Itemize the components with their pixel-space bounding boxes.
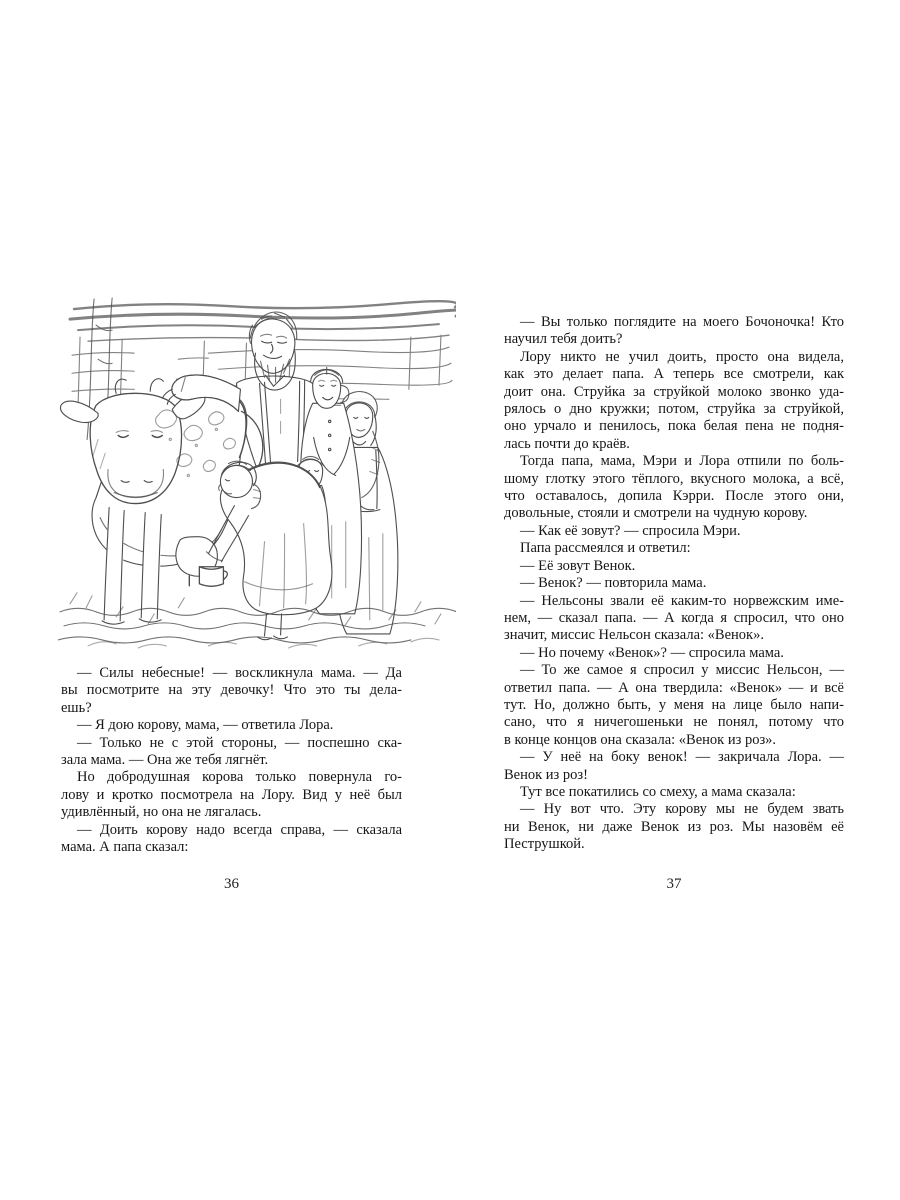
text-line: нем, — сказал папа. — А когда я спросил, что оно (504, 609, 844, 626)
text-line: шому глотку этого тёплого, вкусного молока, а всё, (504, 470, 844, 487)
paragraph (504, 540, 844, 557)
text-line: Венок из роз! (504, 766, 588, 783)
text-line: Тут все покатились со смеху, а мама сказала: (520, 783, 796, 800)
text-line: — Нельсоны звали её каким-то норвежским име- (520, 592, 844, 609)
text-line: — Её зовут Венок. (520, 557, 636, 574)
paragraph (504, 349, 844, 453)
paragraph (504, 784, 844, 801)
text-line: как это делает папа. А теперь все смотрели, как (504, 366, 844, 383)
milking-illustration (58, 289, 456, 652)
text-line: — То же самое я спросил у миссис Нельсон, — (520, 662, 844, 679)
text-line: — Силы небесные! — воскликнула мама. — Да (77, 665, 402, 681)
paragraph (504, 558, 844, 575)
paragraph (504, 453, 844, 523)
text-line: — Ну вот что. Эту корову мы не будем звать (520, 801, 844, 818)
paragraph (61, 822, 402, 857)
text-line: — Только не с этой стороны, — поспешно ска- (77, 734, 402, 751)
text-line: ответил папа. — А она твердила: «Венок» — и всё (504, 679, 844, 696)
paragraph (61, 769, 402, 821)
text-line: мама. А папа сказал: (61, 839, 189, 856)
text-line: довольные, стояли и смотрели на чудную корову. (504, 505, 808, 522)
text-line: Пеструшкой. (504, 836, 585, 853)
paragraph (504, 523, 844, 540)
text-line: доит она. Струйка за струйкой молоко звонко уда- (504, 383, 844, 400)
right-page (450, 0, 900, 1200)
paragraph (504, 593, 844, 645)
milk-mug (199, 567, 227, 587)
text-line: лову и кротко посмотрела на Лору. Вид у неё был (61, 786, 402, 803)
text-line: — У неё на боку венок! — закричала Лора. — (520, 749, 844, 766)
text-line: сано, что я ничегошеньки не понял, потому что (504, 714, 844, 731)
text-line: лась почти до краёв. (504, 435, 630, 452)
text-line: ешь? (61, 699, 92, 716)
text-line: в конце концов она сказала: «Венок из роз». (504, 731, 777, 748)
paragraph (61, 665, 402, 717)
text-line: — Но почему «Венок»? — спросила мама. (520, 644, 784, 661)
left-page-number: 36 (224, 876, 239, 892)
paragraph (61, 735, 402, 770)
left-page-text (61, 665, 402, 856)
text-line: Лору никто не учил доить, просто она видела, (520, 348, 844, 365)
text-line: ни Венок, ни даже Венок из роз. Мы назовём её (504, 818, 844, 835)
paragraph (504, 749, 844, 784)
text-line: Тогда папа, мама, Мэри и Лора отпили по боль- (520, 453, 844, 470)
text-line: оно урчало и пенилось, пока белая пена не подня- (504, 418, 844, 435)
text-line: что оставалось, допила Кэрри. После этого они, (504, 488, 844, 505)
paragraph (504, 645, 844, 662)
text-line: — Венок? — повторила мама. (520, 575, 707, 592)
text-line: — Как её зовут? — спросила Мэри. (520, 522, 741, 539)
right-page-text (504, 314, 844, 854)
text-line: зала мама. — Она же тебя лягнёт. (61, 752, 269, 769)
paragraph (504, 314, 844, 349)
text-line: значит, миссис Нельсон сказала: «Венок». (504, 627, 764, 644)
text-line: — Доить корову надо всегда справа, — сказала (77, 821, 402, 838)
text-line: рялось о дно кружки; потом, струйка за струйкой, (504, 401, 844, 418)
text-line: — Вы только поглядите на моего Бочоночка! Кто (520, 314, 844, 330)
paragraph (504, 662, 844, 749)
paragraph (504, 801, 844, 853)
text-line: тут. Но, должно быть, у меня на лице было напи- (504, 696, 844, 713)
text-line: удивлённый, но она не лягалась. (61, 804, 262, 821)
text-line: вы посмотрите на эту девочку! Что это ты дела- (61, 682, 402, 699)
paragraph (61, 717, 402, 734)
right-page-number: 37 (666, 876, 682, 892)
text-line: Но добродушная корова только повернула го- (77, 769, 402, 786)
text-line: Папа рассмеялся и ответил: (520, 540, 691, 557)
text-line: — Я дою корову, мама, — ответила Лора. (77, 717, 334, 734)
text-line: научил тебя доить? (504, 331, 623, 348)
paragraph (504, 575, 844, 592)
